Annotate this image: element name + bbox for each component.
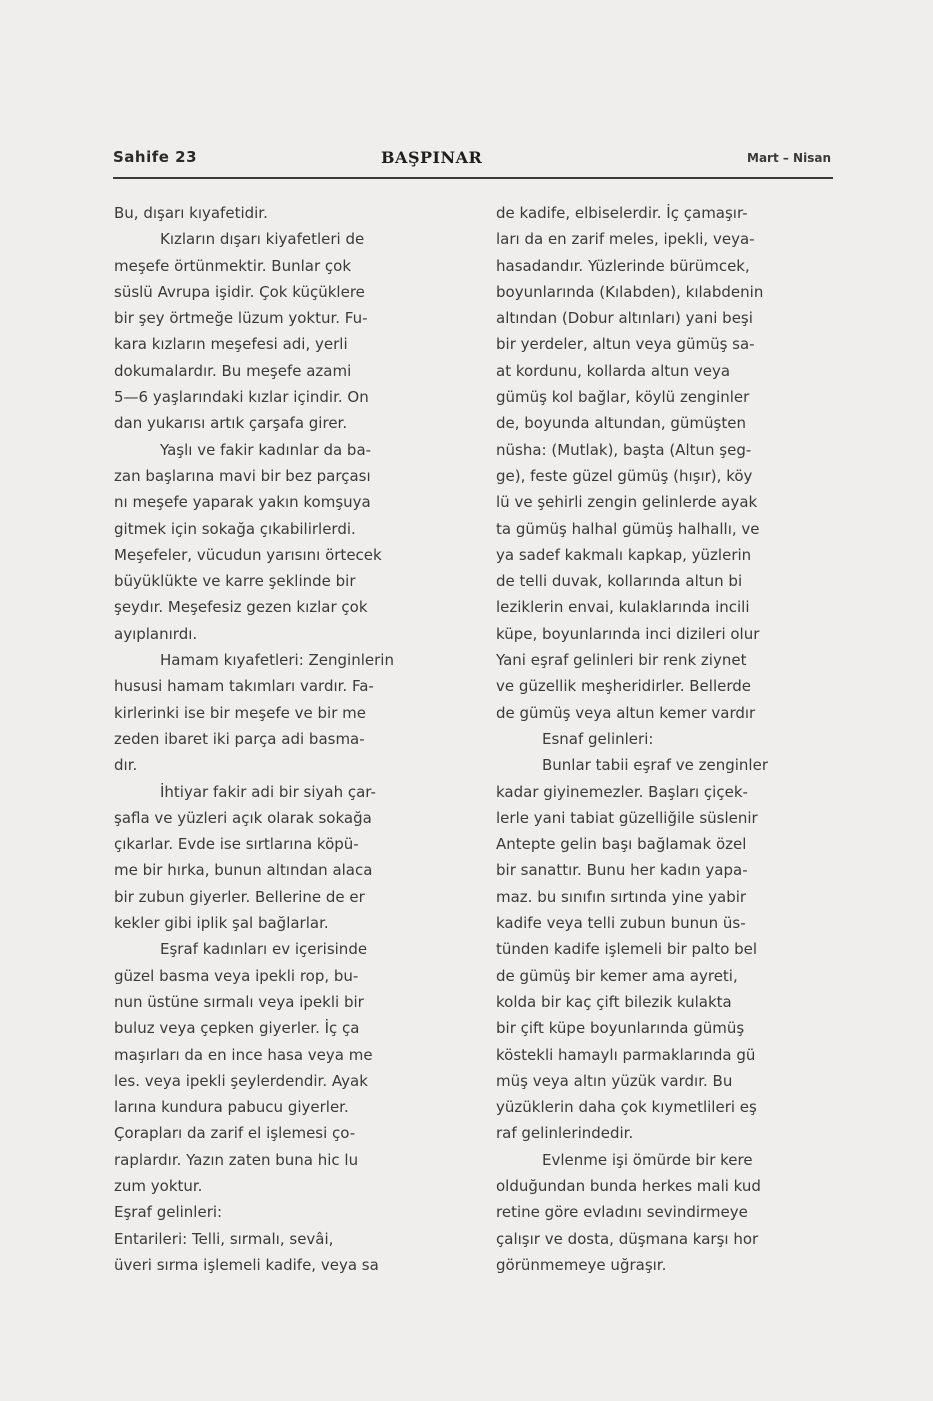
text-line: bir zubun giyerler. Bellerine de er [114,887,365,906]
text-line: de telli duvak, kollarında altun bi [496,572,743,591]
text-line: nüsha: (Mutlak), başta (Altun şeg- [496,440,752,459]
text-line: Entarileri: Telli, sırmalı, sevâi, [114,1229,334,1248]
page-header [113,148,831,178]
text-line: köstekli hamaylı parmaklarında gü [496,1045,756,1064]
text-line: lü ve şehirli zengin gelinlerde ayak [496,493,758,512]
text-line: Yani eşraf gelinleri bir renk ziynet [496,651,747,670]
text-line: bir sanattır. Bunu her kadın yapa- [496,861,748,880]
right-column [496,200,841,1278]
text-line: ları da en zarif meles, ipekli, veya- [496,230,755,249]
text-line: de gümüş bir kemer ama ayreti, [496,966,738,985]
text-line: meşefe örtünmektir. Bunlar çok [114,256,352,275]
text-line: küpe, boyunlarında inci dizileri olur [496,624,760,643]
text-line: Eşraf kadınları ev içerisinde [160,940,368,959]
text-line: nı meşefe yaparak yakın komşuya [114,493,371,512]
text-line: raplardır. Yazın zaten buna hic lu [114,1150,359,1169]
text-line: maşırları da en ince hasa veya me [114,1045,373,1064]
text-line: Yaşlı ve fakir kadınlar da ba- [160,440,372,459]
text-line: hususi hamam takımları vardır. Fa- [114,677,374,696]
text-line: ayıplanırdı. [114,624,198,643]
text-line: Hamam kıyafetleri: Zenginlerin [160,651,394,670]
text-line: me bir hırka, bunun altından alaca [114,861,373,880]
text-line: 5—6 yaşlarındaki kızlar içindir. On [114,388,369,407]
text-line: İhtiyar fakir adi bir siyah çar- [160,782,376,801]
text-line: at kordunu, kollarda altun veya [496,361,731,380]
text-line: görünmemeye uğraşır. [496,1255,667,1274]
text-line: güzel basma veya ipekli rop, bu- [114,966,359,985]
text-line: bir şey örtmeğe lüzum yoktur. Fu- [114,309,368,328]
text-line: zan başlarına mavi bir bez parçası [114,466,371,485]
text-line: nun üstüne sırmalı veya ipekli bir [114,992,364,1011]
text-line: dan yukarısı artık çarşafa girer. [114,414,348,433]
page-number: Sahife 23 [113,148,198,166]
text-line: çıkarlar. Evde ise sırtlarına köpü- [114,835,359,854]
text-line: kara kızların meşefesi adi, yerli [114,335,348,354]
text-line: zeden ibaret iki parça adi basma- [114,729,365,748]
text-line: zum yoktur. [114,1176,203,1195]
text-line: kadar giyinemezler. Başları çiçek- [496,782,748,801]
text-line: de kadife, elbiselerdir. İç çamaşır- [496,204,748,222]
text-line: kirlerinki ise bir meşefe ve bir me [114,703,366,722]
text-line: Evlenme işi ömürde bir kere [542,1150,753,1169]
text-line: kadife veya telli zubun bunun üs- [496,914,746,933]
text-line: Bu, dışarı kıyafetidir. [114,204,268,222]
text-line: bir çift küpe boyunlarında gümüş [496,1019,745,1038]
text-line: retine göre evladını sevindirmeye [496,1203,748,1222]
text-line: Çorapları da zarif el işlemesi ço- [114,1124,356,1143]
text-line: larına kundura pabucu giyerler. [114,1098,349,1117]
text-line: yüzüklerin daha çok kıymetlileri eş [496,1098,757,1117]
text-line: ve güzellik meşheridirler. Bellerde [496,677,751,696]
text-line: gitmek için sokağa çıkabilirlerdi. [114,519,356,538]
text-line: hasadandır. Yüzlerinde bürümcek, [496,256,750,275]
issue-date: Mart – Nisan [747,151,831,165]
text-line: Eşraf gelinleri: [114,1203,223,1222]
text-line: lerle yani tabiat güzelliğile süslenir [496,808,758,827]
text-line: kekler gibi iplik şal bağlarlar. [114,914,329,933]
text-line: buluz veya çepken giyerler. İç ça [114,1019,360,1038]
text-line: ge), feste güzel gümüş (hışır), köy [496,466,753,485]
text-line: raf gelinlerindedir. [496,1124,634,1143]
text-line: de gümüş veya altun kemer vardır [496,703,756,722]
text-line: bir yerdeler, altun veya gümüş sa- [496,335,755,354]
journal-title: BAŞPINAR [381,148,483,167]
text-line: tünden kadife işlemeli bir palto bel [496,940,758,959]
text-line: dır. [114,756,138,775]
text-line: maz. bu sınıfın sırtında yine yabir [496,887,747,906]
text-line: kolda bir kaç çift bilezik kulakta [496,992,732,1011]
header-rule [113,177,833,179]
text-line: Bunlar tabii eşraf ve zenginler [542,756,768,775]
text-line: Kızların dışarı kiyafetleri de [160,230,365,249]
text-line: şafla ve yüzleri açık olarak sokağa [114,808,372,827]
text-line: üveri sırma işlemeli kadife, veya sa [114,1255,379,1274]
text-line: Meşefeler, vücudun yarısını örtecek [114,545,382,564]
text-line: müş veya altın yüzük vardır. Bu [496,1071,733,1090]
text-line: olduğundan bunda herkes mali kud [496,1176,761,1195]
text-line: ta gümüş halhal gümüş halhallı, ve [496,519,760,538]
text-line: şeydır. Meşefesiz gezen kızlar çok [114,598,368,617]
text-line: boyunlarında (Kılabden), kılabdenin [496,282,764,301]
text-line: Antepte gelin başı bağlamak özel [496,835,747,854]
text-line: gümüş kol bağlar, köylü zenginler [496,388,750,407]
text-line: ya sadef kakmalı kapkap, yüzlerin [496,545,752,564]
text-line: de, boyunda altundan, gümüşten [496,414,746,433]
text-line: leziklerin envai, kulaklarında incili [496,598,750,617]
left-column [114,200,454,1278]
text-line: Esnaf gelinleri: [542,729,654,748]
text-line: les. veya ipekli şeylerdendir. Ayak [114,1071,368,1090]
text-line: süslü Avrupa işidir. Çok küçüklere [114,282,365,301]
text-line: dokumalardır. Bu meşefe azami [114,361,352,380]
text-line: büyüklükte ve karre şeklinde bir [114,572,356,591]
text-line: çalışır ve dosta, düşmana karşı hor [496,1229,759,1248]
text-line: altından (Dobur altınları) yani beşi [496,309,753,328]
